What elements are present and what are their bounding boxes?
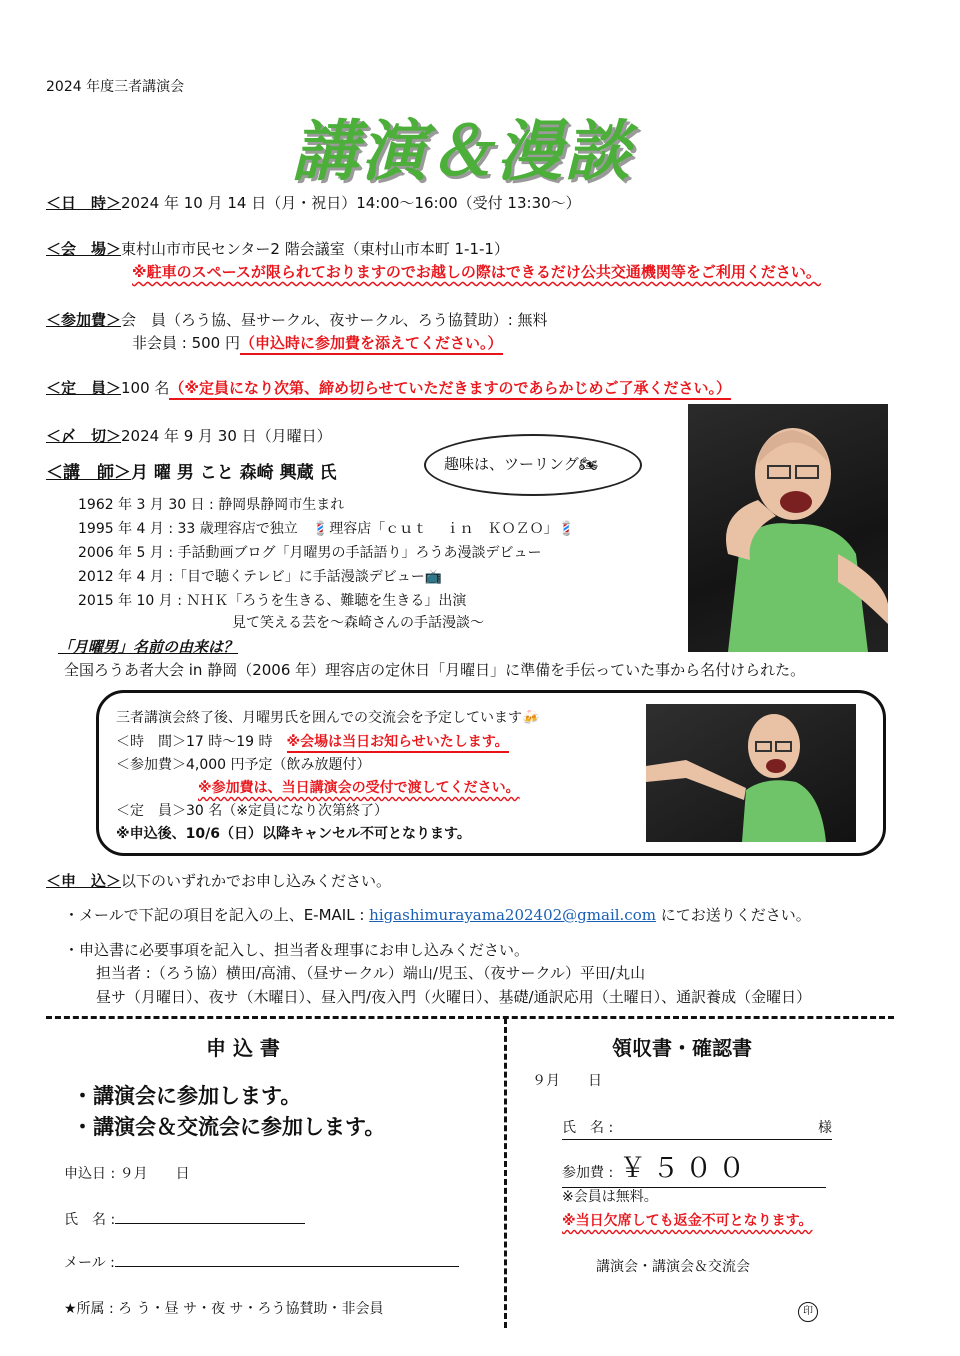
receipt-fee-row xyxy=(562,1146,826,1188)
deadline-row xyxy=(46,425,332,446)
apply-row xyxy=(46,870,391,891)
lecturer-photo xyxy=(688,404,888,652)
hobby-label: 趣味は、ツーリング xyxy=(444,455,579,473)
form-option-1: ・講演会に参加します。 xyxy=(72,1084,302,1108)
cut-line-vertical xyxy=(504,1018,507,1328)
form-mail-row xyxy=(64,1252,459,1272)
history-4: 2012 年 4 月 :「目で聴くテレビ」に手話漫談デビュー📺 xyxy=(78,569,443,585)
history-3: 2006 年 5 月 : 手話動画ブログ「月曜男の手話語り」ろうあ漫談デビュー xyxy=(78,545,542,561)
fee-nonmember: 非会員 : 500 円 xyxy=(132,334,240,352)
deadline-value: 2024 年 9 月 30 日（月曜日） xyxy=(121,427,332,445)
party-time-value: 17 時～19 時 xyxy=(186,734,273,750)
receipt-refund-note: ※当日欠席しても返金不可となります。 xyxy=(562,1213,813,1229)
apply-text: 以下のいずれかでお申し込みください。 xyxy=(121,872,392,890)
receipt-name-label: 氏 名 : xyxy=(562,1120,614,1136)
form-name-label: 氏 名 : xyxy=(64,1212,116,1228)
fee-row xyxy=(46,309,548,330)
form-date: 申込日 : ９月 日 xyxy=(64,1166,190,1182)
origin-title: 「月曜男」名前の由来は？ xyxy=(58,638,239,656)
receipt-sama: 様 xyxy=(818,1120,832,1136)
fee-member: 会 員（ろう協、昼サークル、夜サークル、ろう協賛助）: 無料 xyxy=(121,311,548,329)
datetime-label: ＜日 時＞ xyxy=(46,194,122,212)
capacity-value: 100 名 xyxy=(121,379,170,397)
capacity-row xyxy=(46,377,731,398)
apply-staff: 担当者 :（ろう協）横田/高浦、（昼サークル）端山/児玉、（夜サークル）平田/丸山 xyxy=(96,964,646,982)
apply-form-line: ・申込書に必要事項を記入し、担当者＆理事にお申し込みください。 xyxy=(64,941,530,959)
deadline-label: ＜〆 切＞ xyxy=(46,427,122,445)
form-name-field[interactable] xyxy=(115,1209,305,1224)
form-title: 申 込 書 xyxy=(206,1036,280,1060)
receipt-fee-label: 参加費 : xyxy=(562,1165,614,1181)
party-cap-row xyxy=(116,800,388,820)
form-mail-field[interactable] xyxy=(115,1252,459,1267)
form-mail-label: メール : xyxy=(64,1255,115,1271)
year-label: 2024 年度三者講演会 xyxy=(46,79,185,95)
capacity-label: ＜定 員＞ xyxy=(46,379,122,397)
apply-email-row xyxy=(64,904,811,925)
history-1: 1962 年 3 月 30 日 : 静岡県静岡市生まれ xyxy=(78,497,345,513)
venue-value: 東村山市市民センター2 階会議室（東村山市本町 1-1-1） xyxy=(121,240,509,258)
motorcycle-icon: 🏍 xyxy=(578,455,598,473)
datetime-value: 2024 年 10 月 14 日（月・祝日）14:00～16:00（受付 13:30～） xyxy=(121,194,581,212)
lecturer-name: 月 曜 男 こと 森崎 興蔵 氏 xyxy=(131,463,337,483)
apply-label: ＜申 込＞ xyxy=(46,872,122,890)
party-cap-label: ＜定 員＞ xyxy=(116,803,186,819)
party-time-row xyxy=(116,731,509,751)
fee-nonmember-note: （申込時に参加費を添えてください。） xyxy=(240,334,503,355)
venue-note: ※駐車のスペースが限られておりますのでお越しの際はできるだけ公共交通機関等をご利用ください。 xyxy=(132,263,821,281)
cut-line-horizontal xyxy=(46,1016,894,1019)
apply-classes: 昼サ（月曜日）、夜サ（木曜日）、昼入門/夜入門（火曜日）、基礎/通訳応用（土曜日）、通訳養成（金曜日） xyxy=(96,988,812,1006)
lecturer-label: ＜講 師＞ xyxy=(46,463,131,483)
page-title: 講演＆漫談 xyxy=(292,113,632,190)
party-photo xyxy=(646,704,856,842)
fee-label: ＜参加費＞ xyxy=(46,311,122,329)
party-cancel-note: ※申込後、10/6（日）以降キャンセル不可となります。 xyxy=(116,826,471,842)
receipt-type: 講演会・講演会＆交流会 xyxy=(596,1259,750,1275)
origin-text: 全国ろうあ者大会 in 静岡（2006 年）理容店の定休日「月曜日」に準備を手伝っていた事から名付けられた。 xyxy=(64,661,806,679)
apply-email-link[interactable]: higashimurayama202402@gmail.com xyxy=(369,906,656,924)
venue-label: ＜会 場＞ xyxy=(46,240,122,258)
party-time-label: ＜時 間＞ xyxy=(116,734,186,750)
datetime-row xyxy=(46,192,581,213)
form-name-row xyxy=(64,1209,305,1229)
hobby-text xyxy=(444,453,598,474)
party-cap-value: 30 名（※定員になり次第終了） xyxy=(186,803,388,819)
form-affiliation: ★所属 : ろ う・昼 サ・夜 サ・ろう協賛助・非会員 xyxy=(64,1301,384,1317)
lecturer-row xyxy=(46,458,337,483)
history-5: 2015 年 10 月 : ＮＨＫ「ろうを生きる、難聴を生きる」出演 xyxy=(78,593,467,609)
apply-email-prefix: ・メールで下記の項目を記入の上、E-MAIL : xyxy=(64,906,370,924)
party-fee-note: ※参加費は、当日講演会の受付で渡してください。 xyxy=(198,780,520,796)
apply-email-suffix: にてお送りください。 xyxy=(655,906,811,924)
receipt-member-note: ※会員は無料。 xyxy=(562,1189,658,1205)
form-option-2: ・講演会＆交流会に参加します。 xyxy=(72,1115,386,1139)
fee-nonmember-row xyxy=(132,332,503,353)
receipt-date: ９月 日 xyxy=(532,1073,602,1089)
party-fee-row xyxy=(116,754,371,774)
party-fee-label: ＜参加費＞ xyxy=(116,757,186,773)
receipt-title: 領収書・確認書 xyxy=(612,1036,752,1060)
party-fee-value: 4,000 円予定（飲み放題付） xyxy=(186,757,371,773)
receipt-name-row xyxy=(562,1117,832,1140)
seal-stamp: 印 xyxy=(798,1302,818,1322)
party-time-note: ※会場は当日お知らせいたします。 xyxy=(287,734,509,753)
history-2: 1995 年 4 月 : 33 歳理容店で独立 💈理容店「ｃｕｔ ｉｎ ＫＯＺＯ」💈 xyxy=(78,521,576,537)
history-6: 見て笑える芸を～森崎さんの手話漫談～ xyxy=(232,615,484,631)
capacity-note: （※定員になり次第、締め切らせていただきますのであらかじめご了承ください。） xyxy=(169,379,731,400)
party-intro: 三者講演会終了後、月曜男氏を囲んでの交流会を予定しています🍻 xyxy=(116,710,540,726)
hobby-bubble xyxy=(424,434,642,496)
receipt-fee-value: ￥５００ xyxy=(619,1153,752,1184)
venue-row xyxy=(46,238,509,259)
